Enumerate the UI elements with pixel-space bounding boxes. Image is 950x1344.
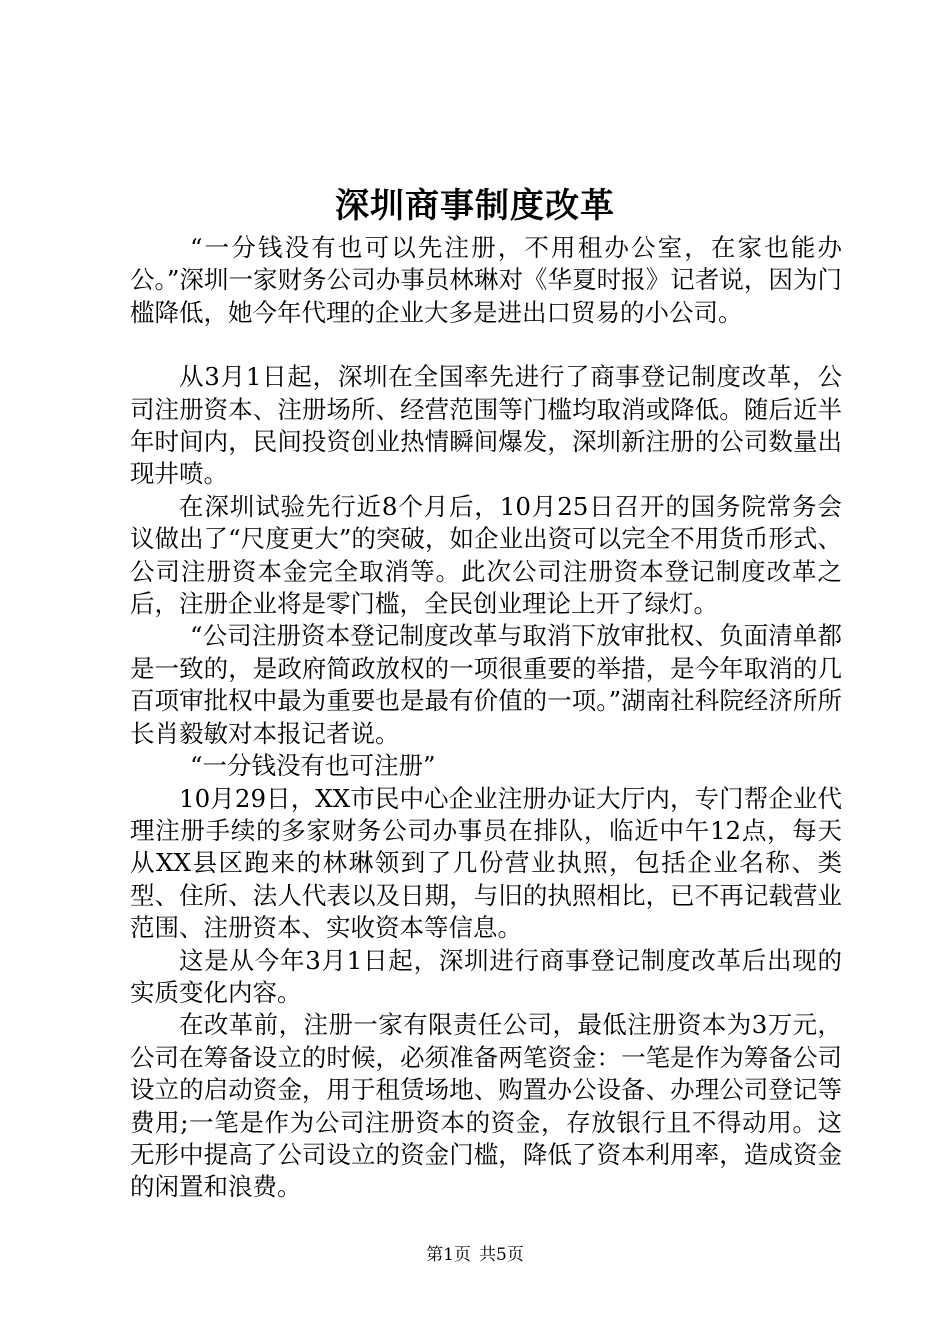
- paragraph-1: “一分钱没有也可以先注册，不用租办公室，在家也能办公。”深圳一家财务公司办事员林琳对《华夏时报》记者说，因为门槛降低，她今年代理的企业大多是进出口贸易的小公司。: [130, 233, 842, 327]
- section-heading: “一分钱没有也可注册”: [190, 751, 436, 781]
- paragraph-6: 这是从今年3月1日起，深圳进行商事登记制度改革后出现的实质变化内容。: [130, 945, 842, 1007]
- paragraph-2: 从3月1日起，深圳在全国率先进行了商事登记制度改革，公司注册资本、注册场所、经营范围等门槛均取消或降低。随后近半年时间内，民间投资创业热情瞬间爆发，深圳新注册的公司数量出现井喷。: [130, 362, 842, 489]
- paragraph-5: 10月29日，XX市民中心企业注册办证大厅内，专门帮企业代理注册手续的多家财务公司办事员在排队，临近中午12点，每天从XX县区跑来的林琳领到了几份营业执照，包括企业名称、类型、住所、法人代表以及日期，与旧的执照相比，已不再记载营业范围、注册资本、实收资本等信息。: [130, 783, 842, 943]
- document-title: 深圳商事制度改革: [335, 186, 615, 226]
- paragraph-4: “公司注册资本登记制度改革与取消下放审批权、负面清单都是一致的，是政府简政放权的一项很重要的举措，是今年取消的几百项审批权中最为重要也是最有价值的一项。”湖南社科院经济所所长肖毅敏对本报记者说。: [130, 621, 842, 748]
- page-footer: [0, 1243, 950, 1267]
- paragraph-3: 在深圳试验先行近8个月后，10月25日召开的国务院常务会议做出了“尺度更大”的突破，如企业出资可以完全不用货币形式、公司注册资本金完全取消等。此次公司注册资本登记制度改革之后，注册企业将是零门槛，全民创业理论上开了绿灯。: [130, 491, 842, 619]
- page-total: 共5页: [479, 1245, 524, 1265]
- paragraph-7: 在改革前，注册一家有限责任公司，最低注册资本为3万元，公司在筹备设立的时候，必须准备两笔资金：一笔是作为筹备公司设立的启动资金，用于租赁场地、购置办公设备、办理公司登记等费用;一笔是作为公司注册资本的资金，存放银行且不得动用。这无形中提高了公司设立的资金门槛，降低了资本利用率，造成资金的闲置和浪费。: [130, 1010, 842, 1202]
- document-body: [130, 232, 842, 1204]
- page-number: 第1页: [426, 1245, 471, 1265]
